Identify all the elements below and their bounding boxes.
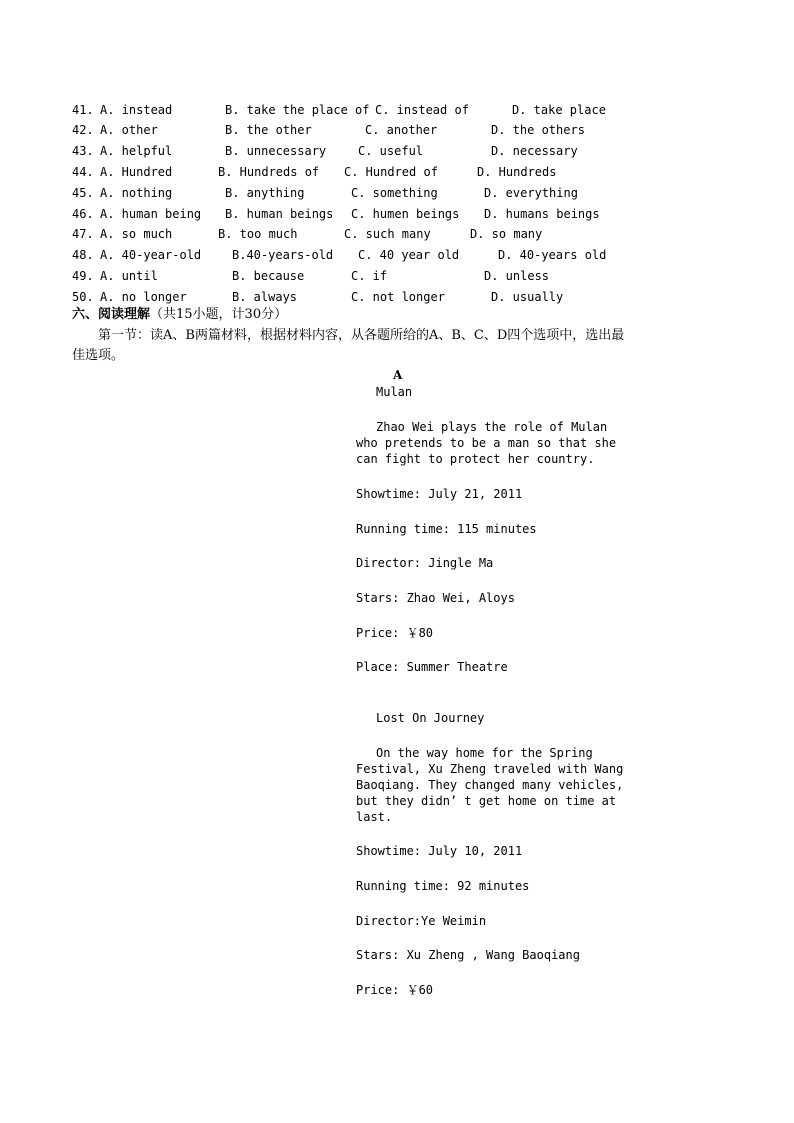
question-49: 49. A. until B. because C. if D. unless bbox=[72, 269, 550, 283]
movie-price: Price: ￥80 bbox=[356, 626, 434, 640]
movie-place: Place: Summer Theatre bbox=[356, 660, 508, 674]
movie-running-time: Running time: 115 minutes bbox=[356, 522, 537, 536]
movie-price: Price: ￥60 bbox=[356, 983, 434, 997]
question-44: 44. A. Hundred B. Hundreds of C. Hundred of D. Hundreds bbox=[72, 165, 557, 179]
movie-desc-line: last. bbox=[356, 810, 393, 824]
section-heading bbox=[72, 306, 287, 324]
movie-showtime: Showtime: July 10, 2011 bbox=[356, 844, 523, 858]
movie-desc-line: who pretends to be a man so that she bbox=[356, 436, 617, 450]
movie-showtime: Showtime: July 21, 2011 bbox=[356, 487, 523, 501]
movie-title: Lost On Journey bbox=[376, 711, 485, 725]
question-47: 47. A. so much B. too much C. such many D. so many bbox=[72, 227, 543, 241]
movie-desc-line: Baoqiang. They changed many vehicles, bbox=[356, 778, 624, 792]
question-45: 45. A. nothing B. anything C. something D. everything bbox=[72, 186, 578, 200]
question-48: 48. A. 40-year-old B.40-years-old C. 40 year old D. 40-years old bbox=[72, 248, 607, 262]
movie-desc-line: Festival, Xu Zheng traveled with Wang bbox=[356, 762, 624, 776]
movie-desc-line: On the way home for the Spring bbox=[376, 746, 593, 760]
section-instruction: 第一节：读A、B两篇材料，根据材料内容，从各题所给的A、B、C、D四个选项中，选出最佳选项。 bbox=[72, 328, 625, 363]
question-43: 43. A. helpful B. unnecessary C. useful D. necessary bbox=[72, 144, 578, 158]
movie-desc-line: can fight to protect her country. bbox=[356, 452, 595, 466]
question-41: 41. A. instead B. take the place of C. instead of D. take place bbox=[72, 103, 606, 117]
movie-desc-line: but they didn’ t get home on time at bbox=[356, 794, 617, 808]
movie-desc-line: Zhao Wei plays the role of Mulan bbox=[376, 420, 608, 434]
section-heading-bold: 六、阅读理解 bbox=[72, 307, 151, 322]
movie-stars: Stars: Zhao Wei, Aloys bbox=[356, 591, 515, 605]
passage-label: A bbox=[393, 368, 403, 382]
movie-title: Mulan bbox=[376, 385, 413, 399]
section-heading-score: （共15小题，计30分） bbox=[150, 307, 288, 322]
movie-director: Director:Ye Weimin bbox=[356, 914, 487, 928]
question-50: 50. A. no longer B. always C. not longer D. usually bbox=[72, 290, 564, 304]
movie-running-time: Running time: 92 minutes bbox=[356, 879, 530, 893]
question-46: 46. A. human being B. human beings C. humen beings D. humans beings bbox=[72, 207, 600, 221]
question-42: 42. A. other B. the other C. another D. the others bbox=[72, 123, 585, 137]
movie-director: Director: Jingle Ma bbox=[356, 556, 494, 570]
movie-stars: Stars: Xu Zheng , Wang Baoqiang bbox=[356, 948, 580, 962]
